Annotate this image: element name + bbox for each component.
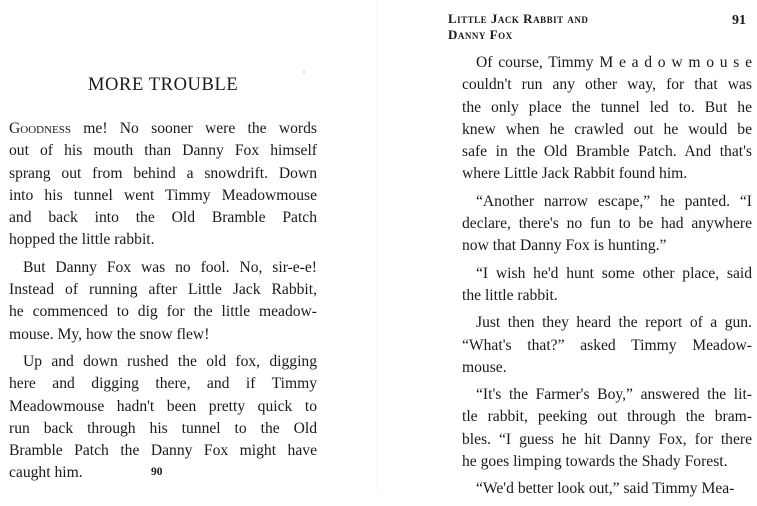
text-line: Meadowmouse hadn't been pretty quick to [9,397,317,415]
text-line: the little rabbit. [462,286,558,304]
text-line: “It's the Farmer's Boy,” answered the lit- [476,386,752,404]
running-head [448,11,588,43]
running-head-line: Danny Fox [448,27,513,42]
paragraph [9,351,317,485]
text-line: sprang out from behind a snowdrift. Down [9,164,317,182]
text-line: Goodness me! No sooner were the words [9,120,317,137]
text-line: caught him. [9,464,83,482]
text-line: mouse. My, how the snow flew! [9,325,210,343]
text-line: Up and down rushed the old fox, digging [23,352,317,370]
text-line: he goes limping towards the Shady Forest. [462,453,728,471]
text-line: “I wish he'd hunt some other place, said [476,264,752,282]
paragraph [462,312,752,379]
left-page-body [9,118,317,490]
left-page [0,0,378,491]
paragraph [462,384,752,473]
text-line: and back into the Old Bramble Patch [9,209,317,227]
text-line: “Another narrow escape,” he panted. “I [476,192,752,210]
text-line: into his tunnel went Timmy Meadowmouse [9,186,317,204]
small-caps-lead: Goodness [9,120,71,137]
page-number: 90 [151,466,163,478]
text-line: bles. “I guess he hit Danny Fox, for there [462,430,752,448]
text-line: out of his mouth than Danny Fox himself [9,142,317,160]
text-line: here and digging there, and if Timmy [9,375,317,393]
text-line: declare, there's no fun to be had anywhere [462,215,752,233]
text-line: hopped the little rabbit. [9,231,155,249]
text-line: mouse. [462,358,507,376]
paper-speck [303,71,305,73]
paragraph [462,263,752,308]
text-line: Instead of running after Little Jack Rabbit, [9,281,317,299]
text-line: knew when he crawled out he would be [462,120,752,138]
paragraph [462,52,752,186]
paragraph [462,191,752,258]
text-line: safe in the Old Bramble Patch. And that's [462,143,752,161]
text-line: where Little Jack Rabbit found him. [462,165,688,183]
text-line: Of course, Timmy M e a d o w m o u s e [476,54,752,71]
page-number: 91 [732,13,746,28]
paragraph [462,478,752,500]
text-line: tle rabbit, peeking out through the bram- [462,408,752,426]
text-line: But Danny Fox was no fool. No, sir-e-e! [23,258,317,276]
text-line: run back through his tunnel to the Old [9,419,317,437]
chapter-title: MORE TROUBLE [88,75,239,95]
running-head-line: Little Jack Rabbit and [448,11,589,26]
text-line: couldn't run any other way, for that was [462,76,752,94]
text-line: “What's that?” asked Timmy Meadow- [462,336,752,354]
right-page-body [462,52,752,506]
text-line: Bramble Patch the Danny Fox might have [9,442,317,460]
text-line: “We'd better look out,” said Timmy Mea- [476,480,735,498]
paragraph [9,118,317,252]
text-line: now that Danny Fox is hunting.” [462,237,667,255]
paragraph [9,257,317,346]
text-line: the only place the tunnel led to. But he [462,98,752,116]
text-line: he commenced to dig for the little meadow- [9,303,317,321]
text-line: Just then they heard the report of a gun. [476,314,752,332]
